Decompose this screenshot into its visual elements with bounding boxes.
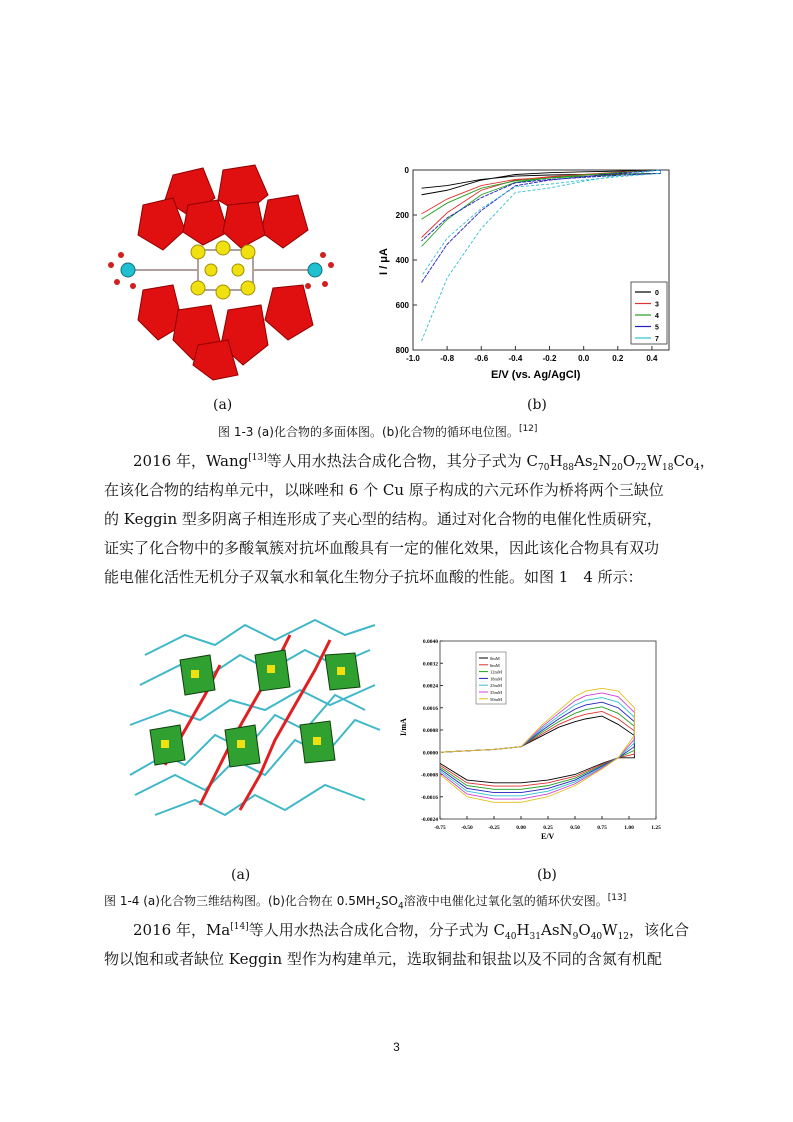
x-axis-label: E/V (vs. Ag/AgCl) — [491, 369, 581, 381]
paragraph-1-line-1 — [133, 450, 715, 473]
legend-label: 50mM — [490, 696, 503, 702]
text: H — [516, 921, 530, 939]
y-tick-label: 0 — [404, 166, 409, 175]
text: 2016 年，Wang — [133, 452, 249, 470]
caption-ref: [12] — [518, 424, 538, 434]
text: AsN — [540, 921, 573, 939]
series-line-18mM — [440, 702, 634, 792]
legend-label: 12mM — [490, 669, 503, 675]
figure-1-4-label-a: (a) — [231, 867, 251, 883]
series-line-7 — [422, 170, 661, 341]
paragraph-1-line-5: 能电催化活性无机分子双氧水和氧化生物分子抗坏血酸的性能。如图 1 4 所示： — [104, 568, 643, 586]
figure-1-3-caption — [218, 423, 537, 440]
legend-label: 6mM — [490, 662, 500, 668]
text: W — [646, 452, 663, 470]
text: O — [578, 921, 591, 939]
legend-label: 25mM — [490, 683, 503, 689]
cv-chart-1-3 — [373, 160, 675, 382]
page-number: 3 — [393, 1040, 400, 1054]
text: 等人用水热法合成化合物，其分子式为 C — [266, 452, 538, 470]
y-tick-label: 0.0032 — [422, 661, 438, 668]
y-tick-label: 0.0016 — [422, 705, 438, 712]
text: O — [622, 452, 636, 470]
subscript: 40 — [504, 932, 517, 942]
x-tick-label: 0.00 — [516, 825, 526, 831]
x-axis-label: E/V — [541, 832, 555, 841]
x-tick-label: -0.8 — [440, 354, 455, 363]
caption-text: SO — [380, 894, 398, 908]
figure-1-3a-polyhedron-image — [103, 160, 340, 382]
figure-1-3-label-a: (a) — [213, 397, 233, 413]
paragraph-2-line-2: 物以饱和或者缺位 Keggin 型作为构建单元，选取铜盐和银盐以及不同的含氮有机配 — [104, 950, 662, 968]
series-line-0 — [422, 170, 661, 195]
figure-1-4-caption — [104, 892, 626, 911]
x-tick-label: -0.50 — [461, 825, 473, 831]
text: 2016 年，Ma — [133, 921, 231, 939]
subscript: 12 — [617, 932, 630, 942]
series-line-12mM — [440, 707, 634, 790]
legend-label: 0 — [655, 290, 659, 297]
y-tick-label: -0.0008 — [421, 772, 438, 779]
text: H — [549, 452, 563, 470]
caption-text: 图 1-4 (a)化合物三维结构图。(b)化合物在 0.5MH — [104, 894, 376, 908]
legend-label: 0mM — [490, 656, 500, 661]
paragraph-1-line-4: 证实了化合物中的多酸氧簇对抗坏血酸具有一定的催化效果，因此该化合物具有双功 — [104, 539, 660, 557]
x-tick-label: 0.2 — [612, 354, 624, 363]
figure-1-3-label-b: (b) — [527, 397, 547, 413]
y-tick-label: -0.0024 — [421, 817, 438, 823]
text: W — [602, 921, 618, 939]
y-axis-label: I/mA — [399, 718, 408, 736]
x-tick-label: 0.0 — [578, 354, 590, 363]
text: Co — [673, 452, 694, 470]
subscript: 70 — [538, 463, 550, 473]
legend-label: 18mM — [490, 676, 503, 682]
legend-label: 7 — [655, 336, 659, 343]
y-tick-label: -0.0016 — [421, 794, 438, 801]
text: As — [574, 452, 593, 470]
x-tick-label: 0.50 — [570, 825, 580, 831]
x-tick-label: 1.25 — [651, 825, 661, 831]
x-tick-label: -0.4 — [508, 354, 523, 363]
y-tick-label: 400 — [395, 256, 409, 265]
caption-ref: [13] — [607, 893, 627, 903]
cv-chart-1-4 — [396, 636, 662, 841]
subscript: 31 — [529, 932, 541, 942]
legend-label: 5 — [655, 324, 659, 332]
citation: [13] — [248, 453, 267, 463]
legend-label: 3 — [655, 301, 659, 309]
x-tick-label: -0.6 — [474, 354, 489, 363]
legend-label: 4 — [655, 313, 659, 320]
text: ，该化合 — [629, 921, 690, 939]
text: 等人用水热法合成化合物，分子式为 C — [248, 921, 505, 939]
text: ， — [699, 452, 715, 470]
subscript: 18 — [662, 463, 674, 473]
figure-1-4b-chart — [396, 636, 662, 841]
citation: [14] — [230, 922, 249, 932]
text: N — [598, 452, 612, 470]
caption-sub: 2 — [375, 901, 381, 912]
subscript: 20 — [611, 463, 623, 473]
legend-label: 35mM — [490, 690, 503, 695]
caption-text: 图 1-3 (a)化合物的多面体图。(b)化合物的循环电位图。 — [218, 425, 519, 439]
subscript: 9 — [572, 932, 579, 942]
subscript: 72 — [635, 463, 647, 473]
x-tick-label: -0.25 — [488, 825, 500, 831]
subscript: 4 — [694, 463, 700, 473]
subscript: 40 — [590, 932, 603, 942]
figure-1-4a-3d-structure-image — [125, 615, 385, 825]
x-tick-label: 1.00 — [624, 825, 634, 831]
y-tick-label: 200 — [395, 211, 409, 220]
figure-1-4-label-b: (b) — [537, 867, 557, 883]
series-line-6mM — [440, 711, 634, 786]
series-line-0mM — [440, 716, 634, 783]
paragraph-1-line-3: 的 Keggin 型多阴离子相连形成了夹心型的结构。通过对化合物的电催化性质研究， — [104, 510, 662, 528]
caption-sub: 4 — [398, 901, 404, 912]
y-tick-label: 0.0008 — [422, 728, 438, 734]
paragraph-2-line-1 — [133, 919, 692, 942]
x-tick-label: 0.25 — [543, 825, 553, 831]
x-tick-label: 0.4 — [646, 354, 658, 363]
y-tick-label: 0.0024 — [422, 683, 438, 690]
x-tick-label: 0.75 — [597, 825, 607, 831]
series-line-50mM — [440, 688, 634, 802]
y-tick-label: 600 — [395, 301, 409, 310]
paragraph-1-line-2: 在该化合物的结构单元中，以咪唑和 6 个 Cu 原子构成的六元环作为桥将两个三缺位 — [104, 481, 664, 499]
y-tick-label: 0.0040 — [422, 639, 438, 645]
y-tick-label: 0.0000 — [422, 750, 438, 757]
x-tick-label: -0.2 — [542, 354, 557, 363]
subscript: 2 — [592, 463, 599, 473]
legend-box — [631, 282, 667, 344]
x-tick-label: -0.75 — [434, 825, 446, 831]
subscript: 88 — [562, 463, 574, 473]
y-axis-label: I / μA — [378, 248, 390, 275]
x-tick-label: -1.0 — [406, 354, 420, 363]
figure-1-3b-chart — [373, 160, 675, 382]
caption-text: 溶液中电催化过氧化氢的循环伏安图。 — [403, 894, 608, 908]
y-tick-label: 800 — [395, 346, 409, 355]
